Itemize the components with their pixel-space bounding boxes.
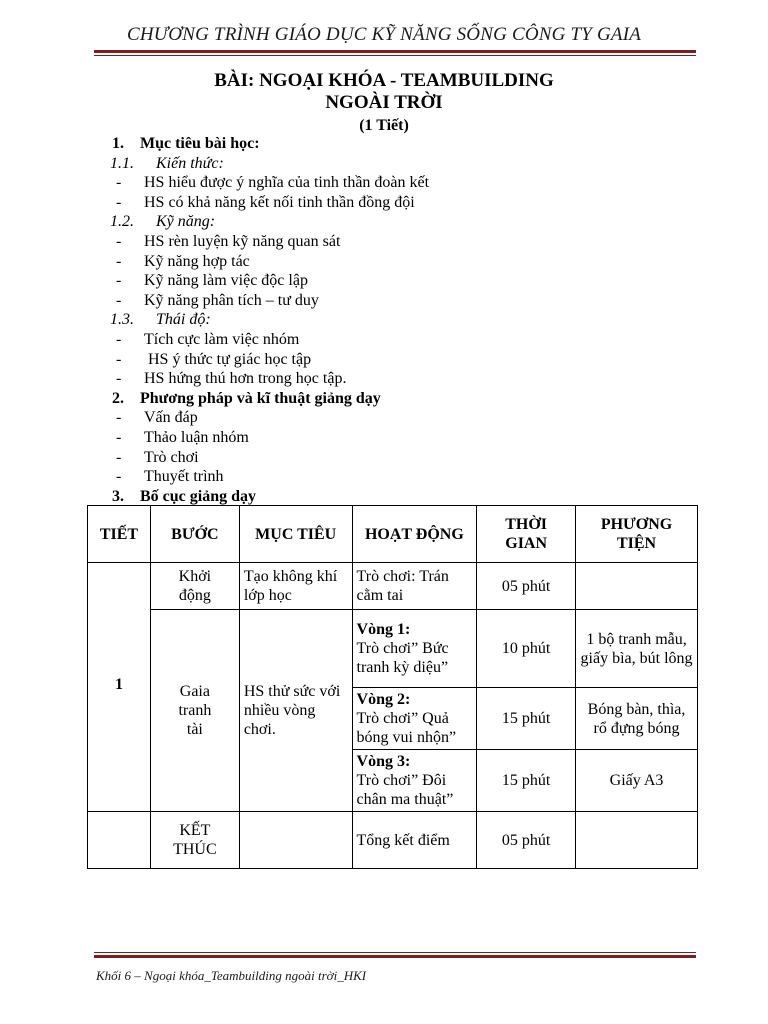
section-number: 2. bbox=[112, 389, 124, 407]
list-item bbox=[110, 448, 710, 468]
subsection-title: Thái độ: bbox=[156, 311, 211, 329]
subsection-number: 1.3. bbox=[110, 311, 134, 329]
column-header: THỜI GIAN bbox=[477, 506, 576, 563]
bullet-dash: - bbox=[116, 468, 122, 486]
list-item-text: Kỹ năng phân tích – tư duy bbox=[144, 291, 319, 309]
lesson-plan-table bbox=[87, 505, 698, 869]
section-title: Mục tiêu bài học: bbox=[140, 135, 260, 152]
thoi-gian-cell: 15 phút bbox=[477, 750, 576, 812]
thoi-gian-cell: 05 phút bbox=[477, 563, 576, 610]
section-title: Phương pháp và kĩ thuật giảng dạy bbox=[140, 389, 381, 407]
list-item-text: Vấn đáp bbox=[144, 409, 198, 427]
list-item-text: Tích cực làm việc nhóm bbox=[144, 330, 300, 348]
list-item-text: Thảo luận nhóm bbox=[144, 428, 249, 446]
muc-tieu-cell bbox=[239, 812, 352, 869]
list-item bbox=[110, 369, 710, 389]
subsection-number: 1.1. bbox=[110, 154, 134, 172]
bullet-dash: - bbox=[116, 409, 122, 427]
column-header: MỤC TIÊU bbox=[239, 506, 352, 563]
subsection-number: 1.2. bbox=[110, 213, 134, 231]
list-item bbox=[110, 428, 710, 448]
section-number: 3. bbox=[112, 487, 124, 505]
lesson-periods: (1 Tiết) bbox=[359, 117, 409, 134]
section-number: 1. bbox=[112, 135, 124, 152]
bullet-dash: - bbox=[116, 291, 122, 309]
list-item bbox=[110, 467, 710, 487]
round-title: Vòng 2: bbox=[356, 691, 411, 708]
header-rule bbox=[94, 50, 696, 56]
hoat-dong-cell: Trò chơi: Trán cằm tai bbox=[352, 563, 477, 610]
phuong-tien-cell: Bóng bàn, thìa, rổ đựng bóng bbox=[576, 688, 698, 750]
list-item bbox=[110, 232, 710, 252]
phuong-tien-cell: 1 bộ tranh mẫu, giấy bìa, bút lông bbox=[576, 610, 698, 688]
table-row bbox=[88, 563, 698, 610]
round-description: Trò chơi” Quả bóng vui nhộn” bbox=[356, 710, 457, 746]
column-header: PHƯƠNG TIỆN bbox=[576, 506, 698, 563]
list-item bbox=[110, 271, 710, 291]
hoat-dong-cell bbox=[352, 750, 477, 812]
column-header: TIẾT bbox=[88, 506, 151, 563]
bullet-dash: - bbox=[116, 174, 122, 192]
thoi-gian-cell: 05 phút bbox=[477, 812, 576, 869]
list-item-text: HS hiểu được ý nghĩa của tinh thần đoàn kết bbox=[144, 174, 430, 192]
lesson-body bbox=[110, 134, 710, 506]
buoc-cell: Khởi động bbox=[150, 563, 239, 610]
list-item-text: HS hứng thú hơn trong học tập. bbox=[144, 370, 347, 388]
subsection-title: Kỹ năng: bbox=[156, 213, 216, 231]
list-item-text: HS ý thức tự giác học tập bbox=[144, 350, 312, 368]
hoat-dong-cell bbox=[352, 610, 477, 688]
round-description: Trò chơi” Bức tranh kỳ diệu” bbox=[356, 640, 449, 676]
buoc-cell: KẾT THÚC bbox=[150, 812, 239, 869]
bullet-dash: - bbox=[116, 272, 122, 290]
round-title: Vòng 3: bbox=[356, 753, 411, 770]
list-item-text: Kỹ năng làm việc độc lập bbox=[144, 272, 308, 290]
page-footer: Khối 6 – Ngoại khóa_Teambuilding ngoài trời_HKI bbox=[96, 968, 367, 983]
tiet-cell bbox=[88, 812, 151, 869]
section-heading bbox=[110, 487, 710, 507]
phuong-tien-cell bbox=[576, 563, 698, 610]
lesson-title-line2: NGOÀI TRỜI bbox=[325, 92, 443, 113]
list-item bbox=[110, 193, 710, 213]
muc-tieu-cell: HS thử sức với nhiều vòng chơi. bbox=[239, 610, 352, 812]
footer-rule bbox=[94, 952, 696, 958]
bullet-dash: - bbox=[116, 448, 122, 466]
list-item bbox=[110, 173, 710, 193]
buoc-cell: Gaia tranh tài bbox=[150, 610, 239, 812]
subsection-title: Kiến thức: bbox=[156, 154, 224, 172]
hoat-dong-cell bbox=[352, 688, 477, 750]
bullet-dash: - bbox=[116, 428, 122, 446]
phuong-tien-cell: Giấy A3 bbox=[576, 750, 698, 812]
list-item-text: Kỹ năng hợp tác bbox=[144, 252, 250, 270]
bullet-dash: - bbox=[116, 193, 122, 211]
muc-tieu-cell: Tạo không khí lớp học bbox=[239, 563, 352, 610]
page-header-title: CHƯƠNG TRÌNH GIÁO DỤC KỸ NĂNG SỐNG CÔNG TY GAIA bbox=[126, 24, 642, 45]
tiet-cell: 1 bbox=[88, 563, 151, 812]
hoat-dong-cell: Tổng kết điểm bbox=[352, 812, 477, 869]
lesson-title: BÀI: NGOẠI KHÓA - TEAMBUILDING bbox=[214, 70, 554, 91]
thoi-gian-cell: 10 phút bbox=[477, 610, 576, 688]
list-item bbox=[110, 252, 710, 272]
thoi-gian-cell: 15 phút bbox=[477, 688, 576, 750]
column-header: HOẠT ĐỘNG bbox=[352, 506, 477, 563]
list-item bbox=[110, 291, 710, 311]
table-row bbox=[88, 812, 698, 869]
section-heading bbox=[110, 134, 710, 154]
bullet-dash: - bbox=[116, 350, 122, 368]
subsection-heading bbox=[110, 212, 710, 232]
bullet-dash: - bbox=[116, 330, 122, 348]
subsection-heading bbox=[110, 310, 710, 330]
section-heading bbox=[110, 389, 710, 409]
list-item bbox=[110, 408, 710, 428]
list-item bbox=[110, 330, 710, 350]
list-item-text: Trò chơi bbox=[144, 448, 199, 466]
table-row bbox=[88, 610, 698, 688]
phuong-tien-cell bbox=[576, 812, 698, 869]
bullet-dash: - bbox=[116, 232, 122, 250]
column-header: BƯỚC bbox=[150, 506, 239, 563]
list-item-text: HS có khả năng kết nối tinh thần đồng đội bbox=[144, 193, 415, 211]
bullet-dash: - bbox=[116, 370, 122, 388]
section-title: Bố cục giảng dạy bbox=[140, 487, 257, 505]
list-item bbox=[110, 350, 710, 370]
list-item-text: HS rèn luyện kỹ năng quan sát bbox=[144, 232, 341, 250]
table-header-row bbox=[88, 506, 698, 563]
round-description: Trò chơi” Đôi chân ma thuật” bbox=[356, 772, 454, 808]
round-title: Vòng 1: bbox=[356, 621, 411, 638]
subsection-heading bbox=[110, 154, 710, 174]
bullet-dash: - bbox=[116, 252, 122, 270]
list-item-text: Thuyết trình bbox=[144, 468, 224, 486]
